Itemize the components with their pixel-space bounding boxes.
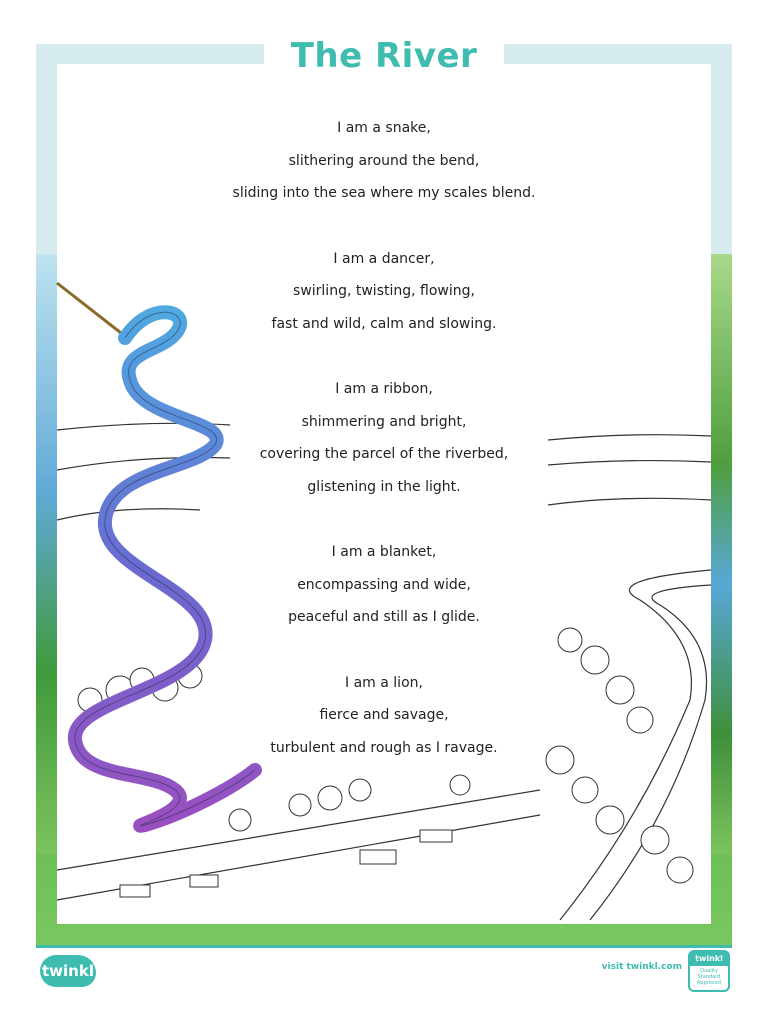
poem-text: [200, 112, 568, 797]
poem-line: glistening in the light.: [307, 478, 461, 495]
poem-stanza: [200, 373, 568, 503]
poem-line: encompassing and wide,: [297, 576, 471, 593]
poem-line: I am a dancer,: [333, 250, 435, 267]
poem-line: slithering around the bend,: [288, 152, 480, 169]
poem-line: fast and wild, calm and slowing.: [271, 315, 497, 332]
poem-stanza: [200, 112, 568, 210]
poem-line: swirling, twisting, flowing,: [293, 283, 475, 299]
footer-divider: [36, 945, 732, 948]
page-title: The River: [290, 36, 478, 76]
quality-badge-icon: [688, 950, 730, 992]
poem-stanza: [200, 243, 568, 341]
poem-line: shimmering and bright,: [301, 413, 467, 430]
poem-line: fierce and savage,: [319, 707, 449, 723]
visit-link[interactable]: visit twinkl.com: [601, 962, 682, 972]
poem-line: I am a ribbon,: [335, 381, 433, 397]
twinkl-logo-icon[interactable]: twinkl: [40, 955, 96, 987]
poem-line: I am a blanket,: [331, 544, 437, 560]
badge-text: Quality Standard Approved: [697, 968, 721, 986]
poem-line: turbulent and rough as I ravage.: [270, 739, 498, 756]
poem-line: peaceful and still as I glide.: [288, 609, 480, 625]
poem-line: I am a snake,: [337, 120, 431, 136]
poem-stanza: [200, 536, 568, 634]
poem-line: sliding into the sea where my scales blend.: [232, 185, 536, 201]
badge-title: twinkl: [690, 952, 728, 966]
poem-stanza: [200, 667, 568, 765]
poem-line: I am a lion,: [345, 674, 423, 691]
poem-line: covering the parcel of the riverbed,: [259, 446, 509, 462]
